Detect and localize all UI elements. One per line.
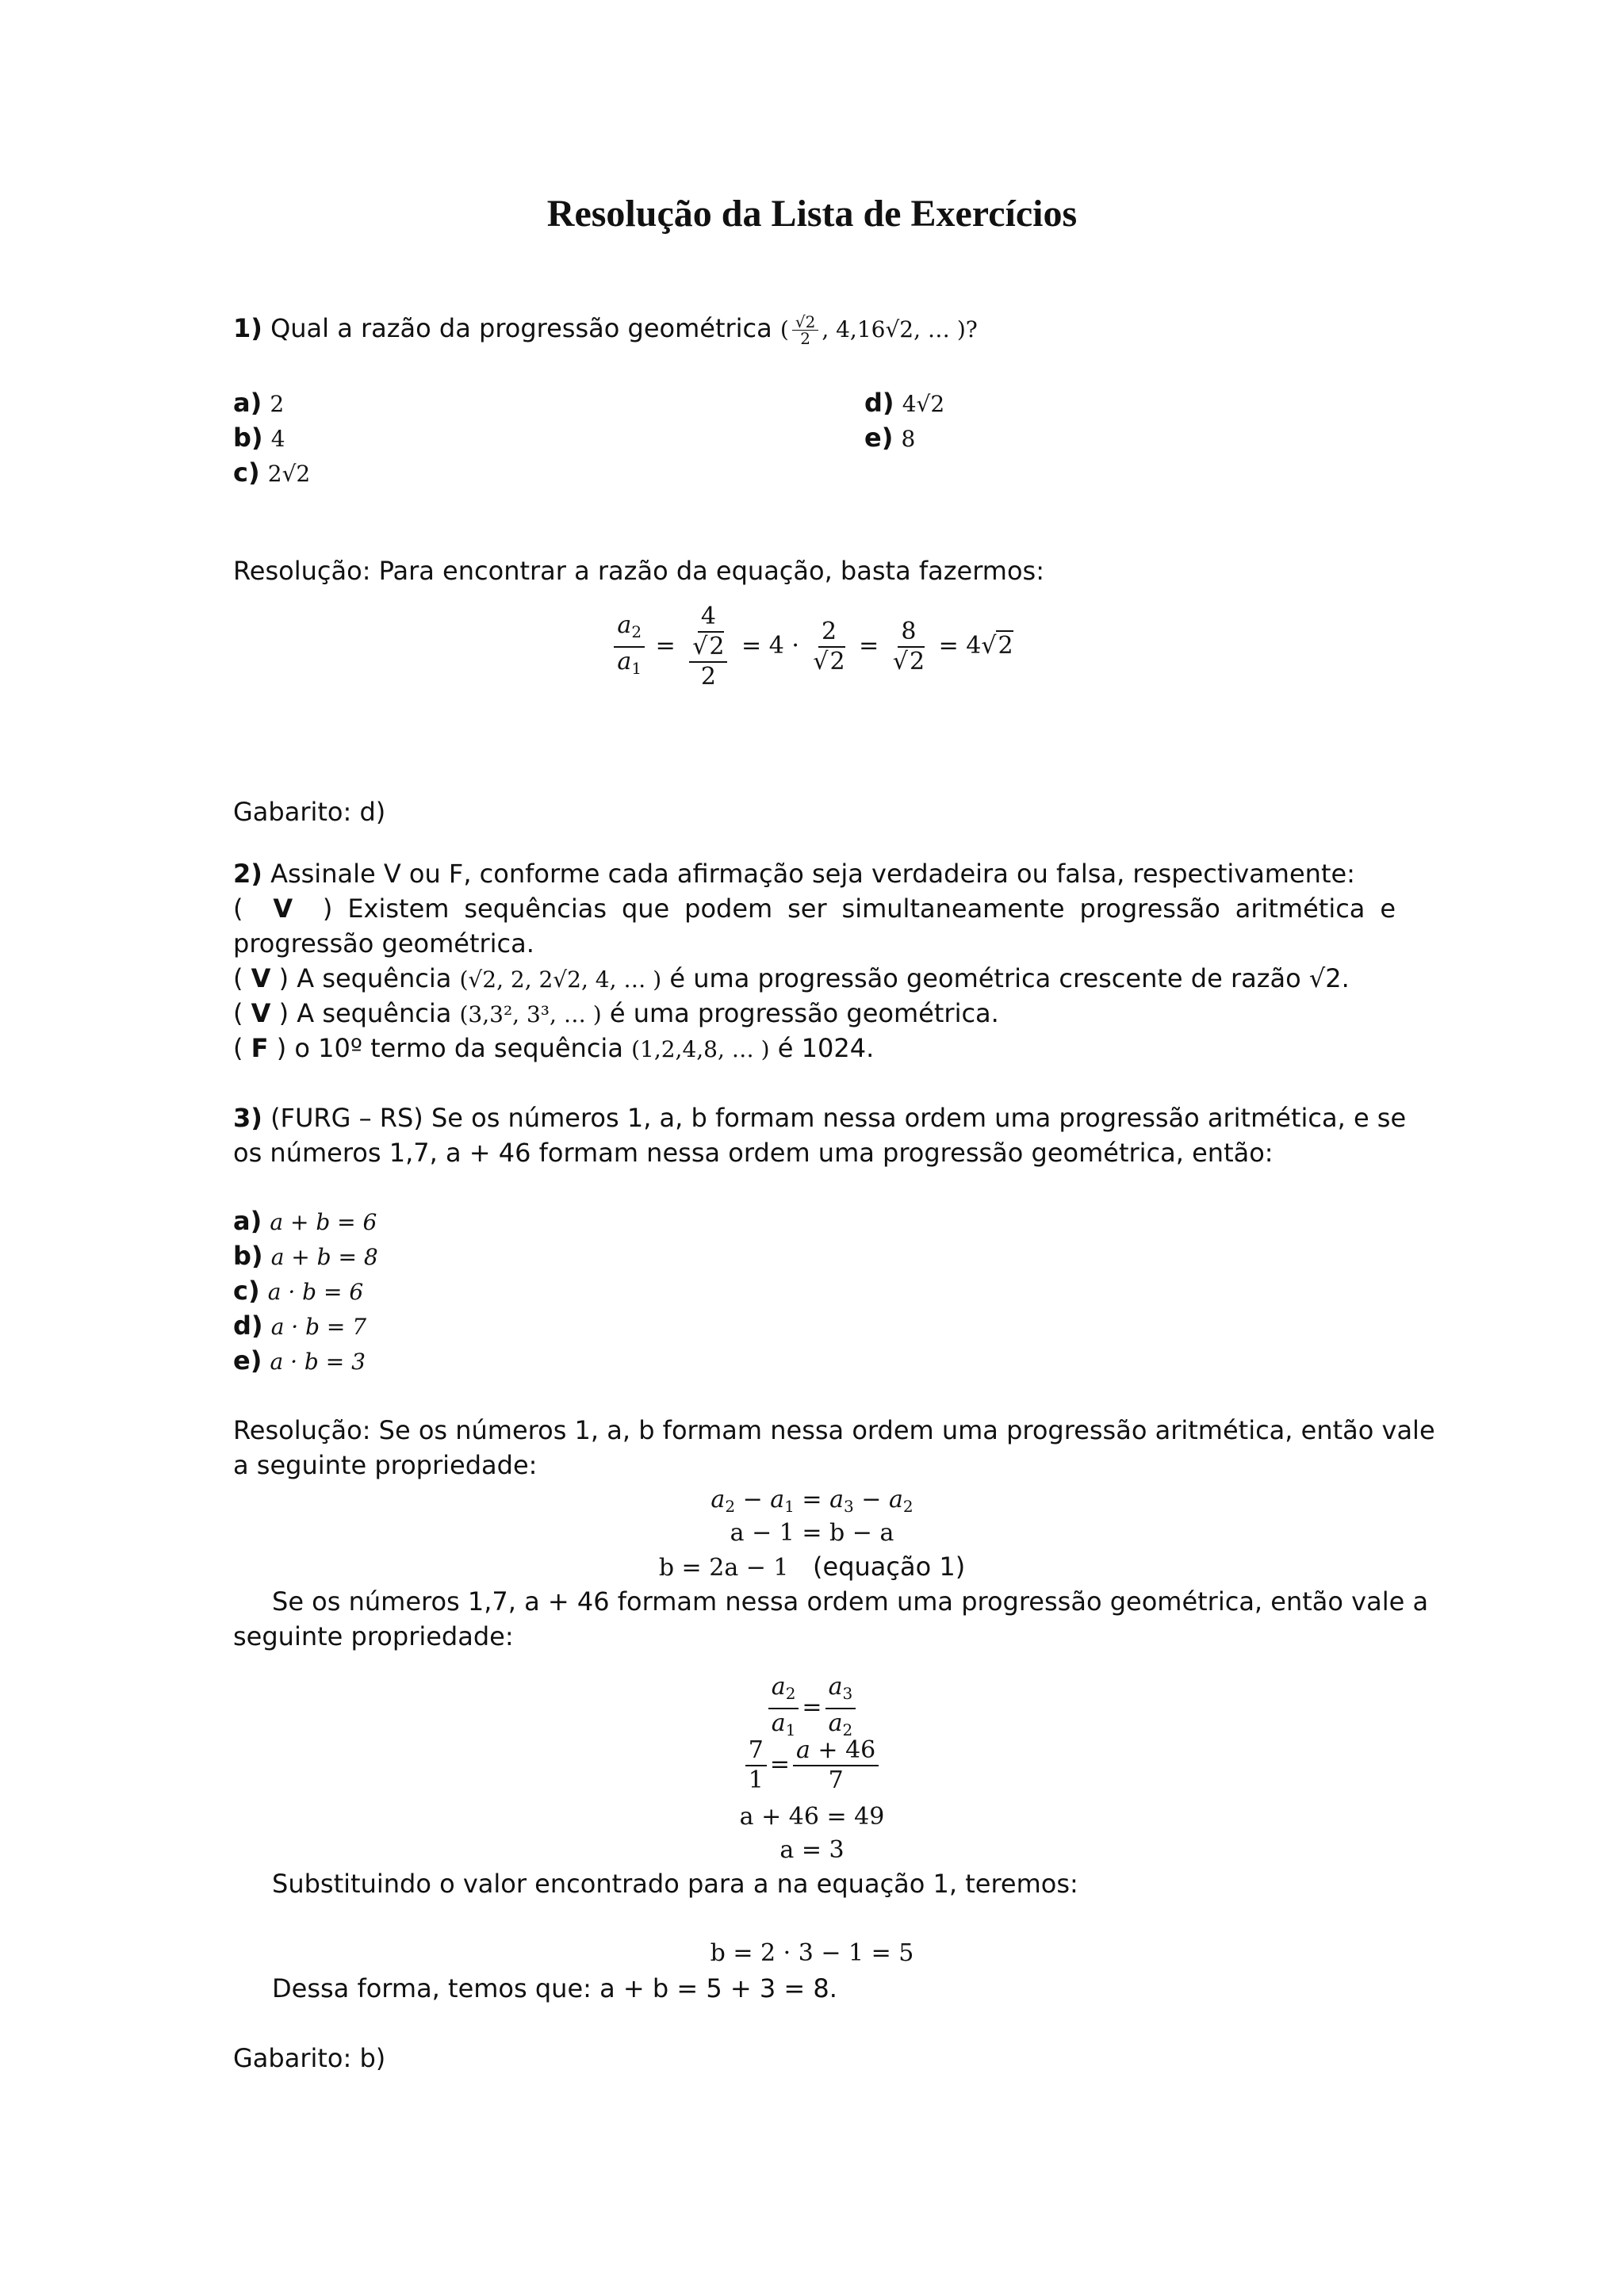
q1-option-e: e) 8 [864, 423, 916, 453]
q3-statement-line2: os números 1,7, a + 46 formam nessa ordem uma progressão geométrica, então: [233, 1138, 1274, 1168]
q3-eq-pg-2: $\frac{7}{1}$ = $\frac{a + 46}{7}$ [0, 1736, 1624, 1795]
q1-option-d: d) 4√2 [864, 388, 945, 418]
page-title: Resolução da Lista de Exercícios [546, 193, 1078, 235]
q1-option-c: c) 2√2 [233, 457, 311, 488]
q2-statement [233, 856, 1355, 891]
q1-text: Qual a razão da progressão geométrica [270, 313, 772, 343]
q3-option-b: b) a + b = 8 [233, 1241, 378, 1271]
q3-resolution-line1: Resolução: Se os números 1, a, b formam nessa ordem uma progressão aritmética, então vale [233, 1415, 1435, 1445]
q2-item-4: ( F ) o 10º termo da sequência (1,2,4,8, … ) é 1024. [233, 1033, 875, 1063]
q2-text: Assinale V ou F, conforme cada afirmação seja verdadeira ou falsa, respectivamente: [270, 859, 1355, 889]
q3-eq-pa-1: $a_2 - a_1 = a_3 - a_2$ [710, 1486, 914, 1516]
q3-eq-pg-3: a + 46 = 49 [739, 1803, 885, 1831]
q3-option-e: e) a · b = 3 [233, 1345, 366, 1376]
q3-eq-pg-1: $\frac{a_2}{a_1}$ = $\frac{a_3}{a_2}$ [0, 1673, 1624, 1744]
q2-item-1-cont: progressão geométrica. [233, 928, 534, 959]
q1-resolution-text: Resolução: Para encontrar a razão da equação, basta fazermos: [233, 556, 1044, 586]
q1-seq-fraction: $\frac{√2}{2}$ [792, 314, 818, 346]
q3-statement-line1: 3) (FURG – RS) Se os números 1, a, b formam nessa ordem uma progressão aritmética, e se [233, 1103, 1407, 1133]
q3-eq-b: b = 2 · 3 − 1 = 5 [710, 1939, 914, 1967]
q2-item-3: ( V ) A sequência (3,3², 3³, … ) é uma progressão geométrica. [233, 998, 999, 1028]
q2-item-1: ( V ) Existem sequências que podem ser simultaneamente progressão aritmética e [233, 894, 1396, 924]
q3-eq-pa-3: b = 2a − 1 (equação 1) [658, 1552, 966, 1582]
q1-option-a: a) 2 [233, 388, 285, 418]
q3-resolution-line2: a seguinte propriedade: [233, 1450, 538, 1480]
q1-seq-open: ( [779, 316, 789, 342]
q3-pg-line2: seguinte propriedade: [233, 1621, 514, 1651]
q3-option-a: a) a + b = 6 [233, 1206, 377, 1236]
q3-pg-line1: Se os números 1,7, a + 46 formam nessa ordem uma progressão geométrica, então vale a [272, 1586, 1429, 1617]
q3-eq-pg-4: a = 3 [779, 1836, 845, 1864]
q3-eq-pa-2: a − 1 = b − a [730, 1519, 894, 1547]
q3-substitution-text: Substituindo o valor encontrado para a na equação 1, teremos: [272, 1869, 1078, 1899]
q1-equation: $\frac{a_2}{a_1}$ = $\frac{4}{\frac{√2}{2}}$ = 4 · $\frac{2}{√2}$ = $\frac{8}{√2}$ = 4√2 [0, 603, 1624, 691]
q3-answer: Gabarito: b) [233, 2043, 386, 2073]
q3-option-c: c) a · b = 6 [233, 1276, 364, 1306]
q1-number: 1) [233, 313, 262, 343]
q1-seq-rest: , 4,16√2, … )? [822, 316, 978, 342]
q1-statement [233, 311, 978, 347]
q1-answer: Gabarito: d) [233, 797, 386, 827]
q3-option-d: d) a · b = 7 [233, 1311, 367, 1341]
q1-option-b: b) 4 [233, 423, 285, 453]
q2-number: 2) [233, 859, 262, 889]
q2-item-2: ( V ) A sequência (√2, 2, 2√2, 4, … ) é uma progressão geométrica crescente de razão √2. [233, 963, 1350, 993]
q3-conclusion: Dessa forma, temos que: a + b = 5 + 3 = 8. [272, 1973, 837, 2003]
